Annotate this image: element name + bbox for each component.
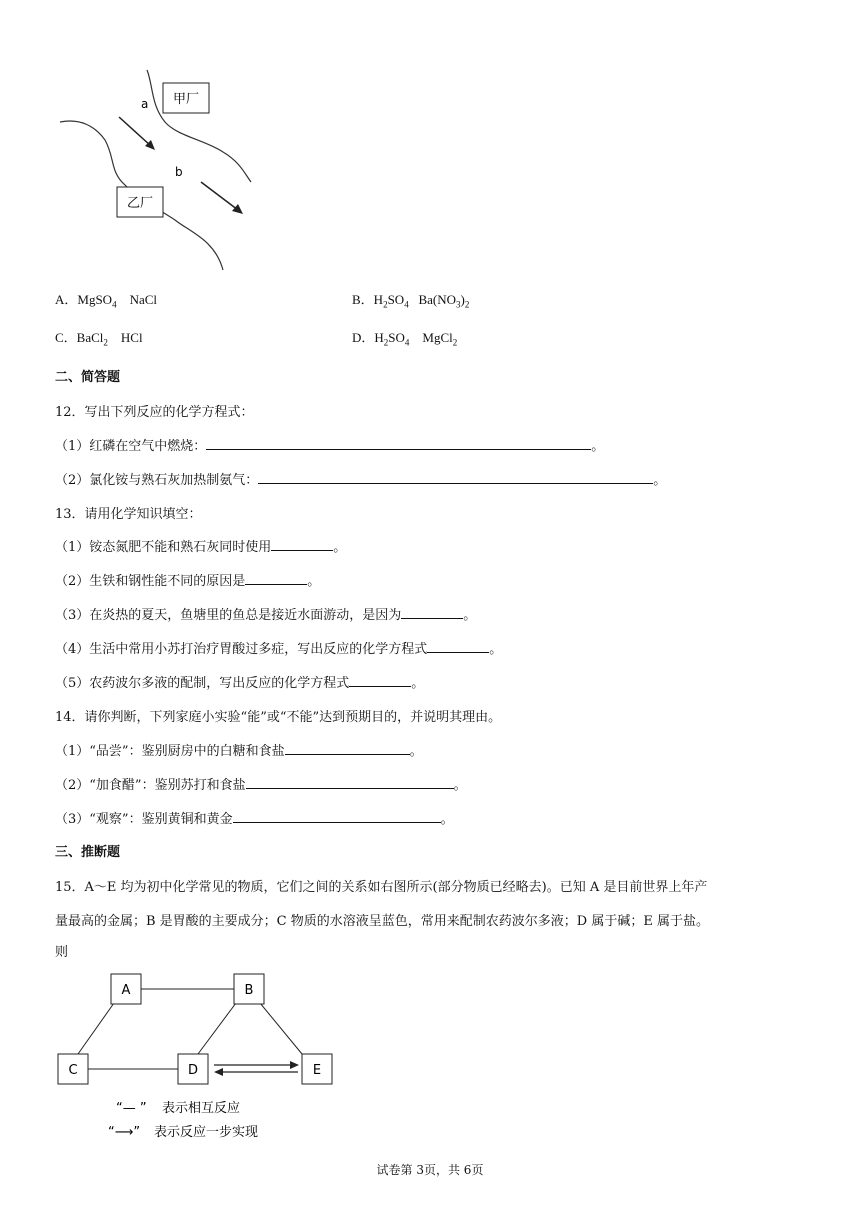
q14-part1 bbox=[55, 740, 423, 759]
river-diagram bbox=[55, 60, 255, 275]
answer-blank[interactable] bbox=[246, 775, 454, 789]
option-b-letter: B． bbox=[352, 292, 374, 307]
q13-part4-text: （4）生活中常用小苏打治疗胃酸过多症，写出反应的化学方程式 bbox=[55, 642, 428, 657]
answer-blank[interactable] bbox=[401, 605, 463, 619]
q13-stem: 13．请用化学知识填空： bbox=[55, 507, 202, 522]
q14-part2-text: （2）“加食醋”：鉴别苏打和食盐 bbox=[55, 778, 246, 793]
q15-line2: 量最高的金属；B 是胃酸的主要成分；C 物质的水溶液呈蓝色，常用来配制农药波尔多液；D 属于碱；E 属于盐。 bbox=[55, 914, 709, 929]
option-d-f1as: 2 bbox=[383, 337, 389, 348]
option-a-letter: A． bbox=[55, 292, 78, 307]
option-d-f1b: SO bbox=[388, 330, 405, 345]
option-a-formula2: NaCl bbox=[129, 292, 158, 307]
option-d-f2: MgCl bbox=[422, 330, 453, 345]
label-b: b bbox=[175, 165, 183, 179]
q13-part2-text: （2）生铁和钢性能不同的原因是 bbox=[55, 574, 246, 589]
arrow-a bbox=[119, 117, 151, 146]
q14-part3-text: （3）“观察”：鉴别黄铜和黄金 bbox=[55, 812, 233, 827]
option-a-sub1: 4 bbox=[112, 299, 117, 310]
factory-jia-label: 甲厂 bbox=[172, 92, 200, 107]
option-a bbox=[55, 289, 157, 310]
edge-a-c bbox=[78, 1003, 114, 1054]
period: 。 bbox=[591, 439, 605, 454]
option-d-f1a: H bbox=[374, 330, 384, 345]
q13-part5 bbox=[55, 672, 424, 691]
answer-blank[interactable] bbox=[245, 571, 307, 585]
period: 。 bbox=[453, 778, 467, 793]
label-a: a bbox=[141, 97, 149, 111]
q15-line1: 15．A～E 均为初中化学常见的物质，它们之间的关系如右图所示(部分物质已经略去)。已知 A 是目前世界上年产 bbox=[55, 880, 708, 895]
option-c-formula1: BaCl bbox=[76, 330, 104, 345]
option-c-formula2: HCl bbox=[120, 330, 143, 345]
q13-part3 bbox=[55, 604, 476, 623]
q12-part2-text: （2）氯化铵与熟石灰加热制氨气： bbox=[55, 473, 259, 488]
q12-part1-text: （1）红磷在空气中燃烧： bbox=[55, 439, 207, 454]
period: 。 bbox=[463, 608, 477, 623]
answer-blank[interactable] bbox=[349, 673, 411, 687]
period: 。 bbox=[653, 473, 667, 488]
answer-blank[interactable] bbox=[258, 470, 653, 484]
q12-stem: 12．写出下列反应的化学方程式： bbox=[55, 405, 254, 420]
option-c-letter: C． bbox=[55, 330, 77, 345]
period: 。 bbox=[409, 744, 423, 759]
option-c-sub1: 2 bbox=[103, 337, 108, 348]
option-d-letter: D． bbox=[352, 330, 375, 345]
legend-2-symbol: “⟶” bbox=[108, 1125, 141, 1140]
q12-part1 bbox=[55, 435, 604, 454]
option-d bbox=[352, 327, 457, 348]
period: 。 bbox=[440, 812, 454, 827]
q12-part2 bbox=[55, 469, 666, 488]
node-a-label: A bbox=[121, 983, 131, 998]
option-b bbox=[352, 289, 469, 310]
q14-part2 bbox=[55, 774, 467, 793]
page-footer: 试卷第 3页，共 6页 bbox=[376, 1163, 484, 1177]
q13-part5-text: （5）农药波尔多液的配制，写出反应的化学方程式 bbox=[55, 676, 350, 691]
arrow-b-head bbox=[232, 204, 243, 214]
arrow-e-to-d-head bbox=[214, 1068, 223, 1076]
period: 。 bbox=[333, 540, 347, 555]
option-a-formula1: MgSO bbox=[77, 292, 113, 307]
q13-part1-text: （1）铵态氮肥不能和熟石灰同时使用 bbox=[55, 540, 272, 555]
edge-b-d bbox=[198, 1003, 236, 1054]
option-d-f1bs: 4 bbox=[404, 337, 410, 348]
q13-part1 bbox=[55, 536, 346, 555]
node-c-label: C bbox=[68, 1063, 78, 1078]
edge-b-e bbox=[260, 1003, 302, 1054]
option-d-f2s: 2 bbox=[452, 337, 458, 348]
node-b-label: B bbox=[244, 983, 254, 998]
answer-blank[interactable] bbox=[427, 639, 489, 653]
answer-blank[interactable] bbox=[206, 436, 591, 450]
arrow-d-to-e-head bbox=[290, 1061, 299, 1069]
answer-blank[interactable] bbox=[233, 809, 441, 823]
option-b-f2b: ) bbox=[460, 292, 465, 307]
option-b-f2as: 3 bbox=[455, 299, 461, 310]
period: 。 bbox=[489, 642, 503, 657]
option-b-f1b: SO bbox=[387, 292, 405, 307]
answer-blank[interactable] bbox=[285, 741, 410, 755]
answer-blank[interactable] bbox=[271, 537, 333, 551]
node-e-label: E bbox=[312, 1063, 322, 1078]
legend-1-text: 表示相互反应 bbox=[162, 1101, 241, 1116]
period: 。 bbox=[307, 574, 321, 589]
period: 。 bbox=[411, 676, 425, 691]
q13-part2 bbox=[55, 570, 320, 589]
option-c bbox=[55, 327, 143, 348]
section-3-heading: 三、推断题 bbox=[55, 845, 121, 860]
factory-yi-label: 乙厂 bbox=[126, 196, 154, 211]
relation-diagram bbox=[50, 968, 350, 1148]
option-b-f2bs: 2 bbox=[464, 299, 470, 310]
q14-part3 bbox=[55, 808, 454, 827]
option-b-f2a: Ba(NO bbox=[418, 292, 456, 307]
q13-part3-text: （3）在炎热的夏天，鱼塘里的鱼总是接近水面游动，是因为 bbox=[55, 608, 402, 623]
option-b-f1a: H bbox=[373, 292, 384, 307]
section-2-heading: 二、简答题 bbox=[55, 370, 121, 385]
option-b-f1as: 2 bbox=[383, 299, 388, 310]
q14-part1-text: （1）“品尝”：鉴别厨房中的白糖和食盐 bbox=[55, 744, 285, 759]
legend-2-text: 表示反应一步实现 bbox=[154, 1125, 259, 1140]
option-b-f1bs: 4 bbox=[404, 299, 409, 310]
q14-stem: 14．请你判断，下列家庭小实验“能”或“不能”达到预期目的，并说明其理由。 bbox=[55, 710, 502, 725]
node-d-label: D bbox=[187, 1063, 199, 1078]
arrow-b bbox=[201, 182, 238, 210]
q13-part4 bbox=[55, 638, 502, 657]
legend-1-symbol: “— ” bbox=[116, 1101, 147, 1116]
q15-line3: 则 bbox=[55, 945, 69, 960]
